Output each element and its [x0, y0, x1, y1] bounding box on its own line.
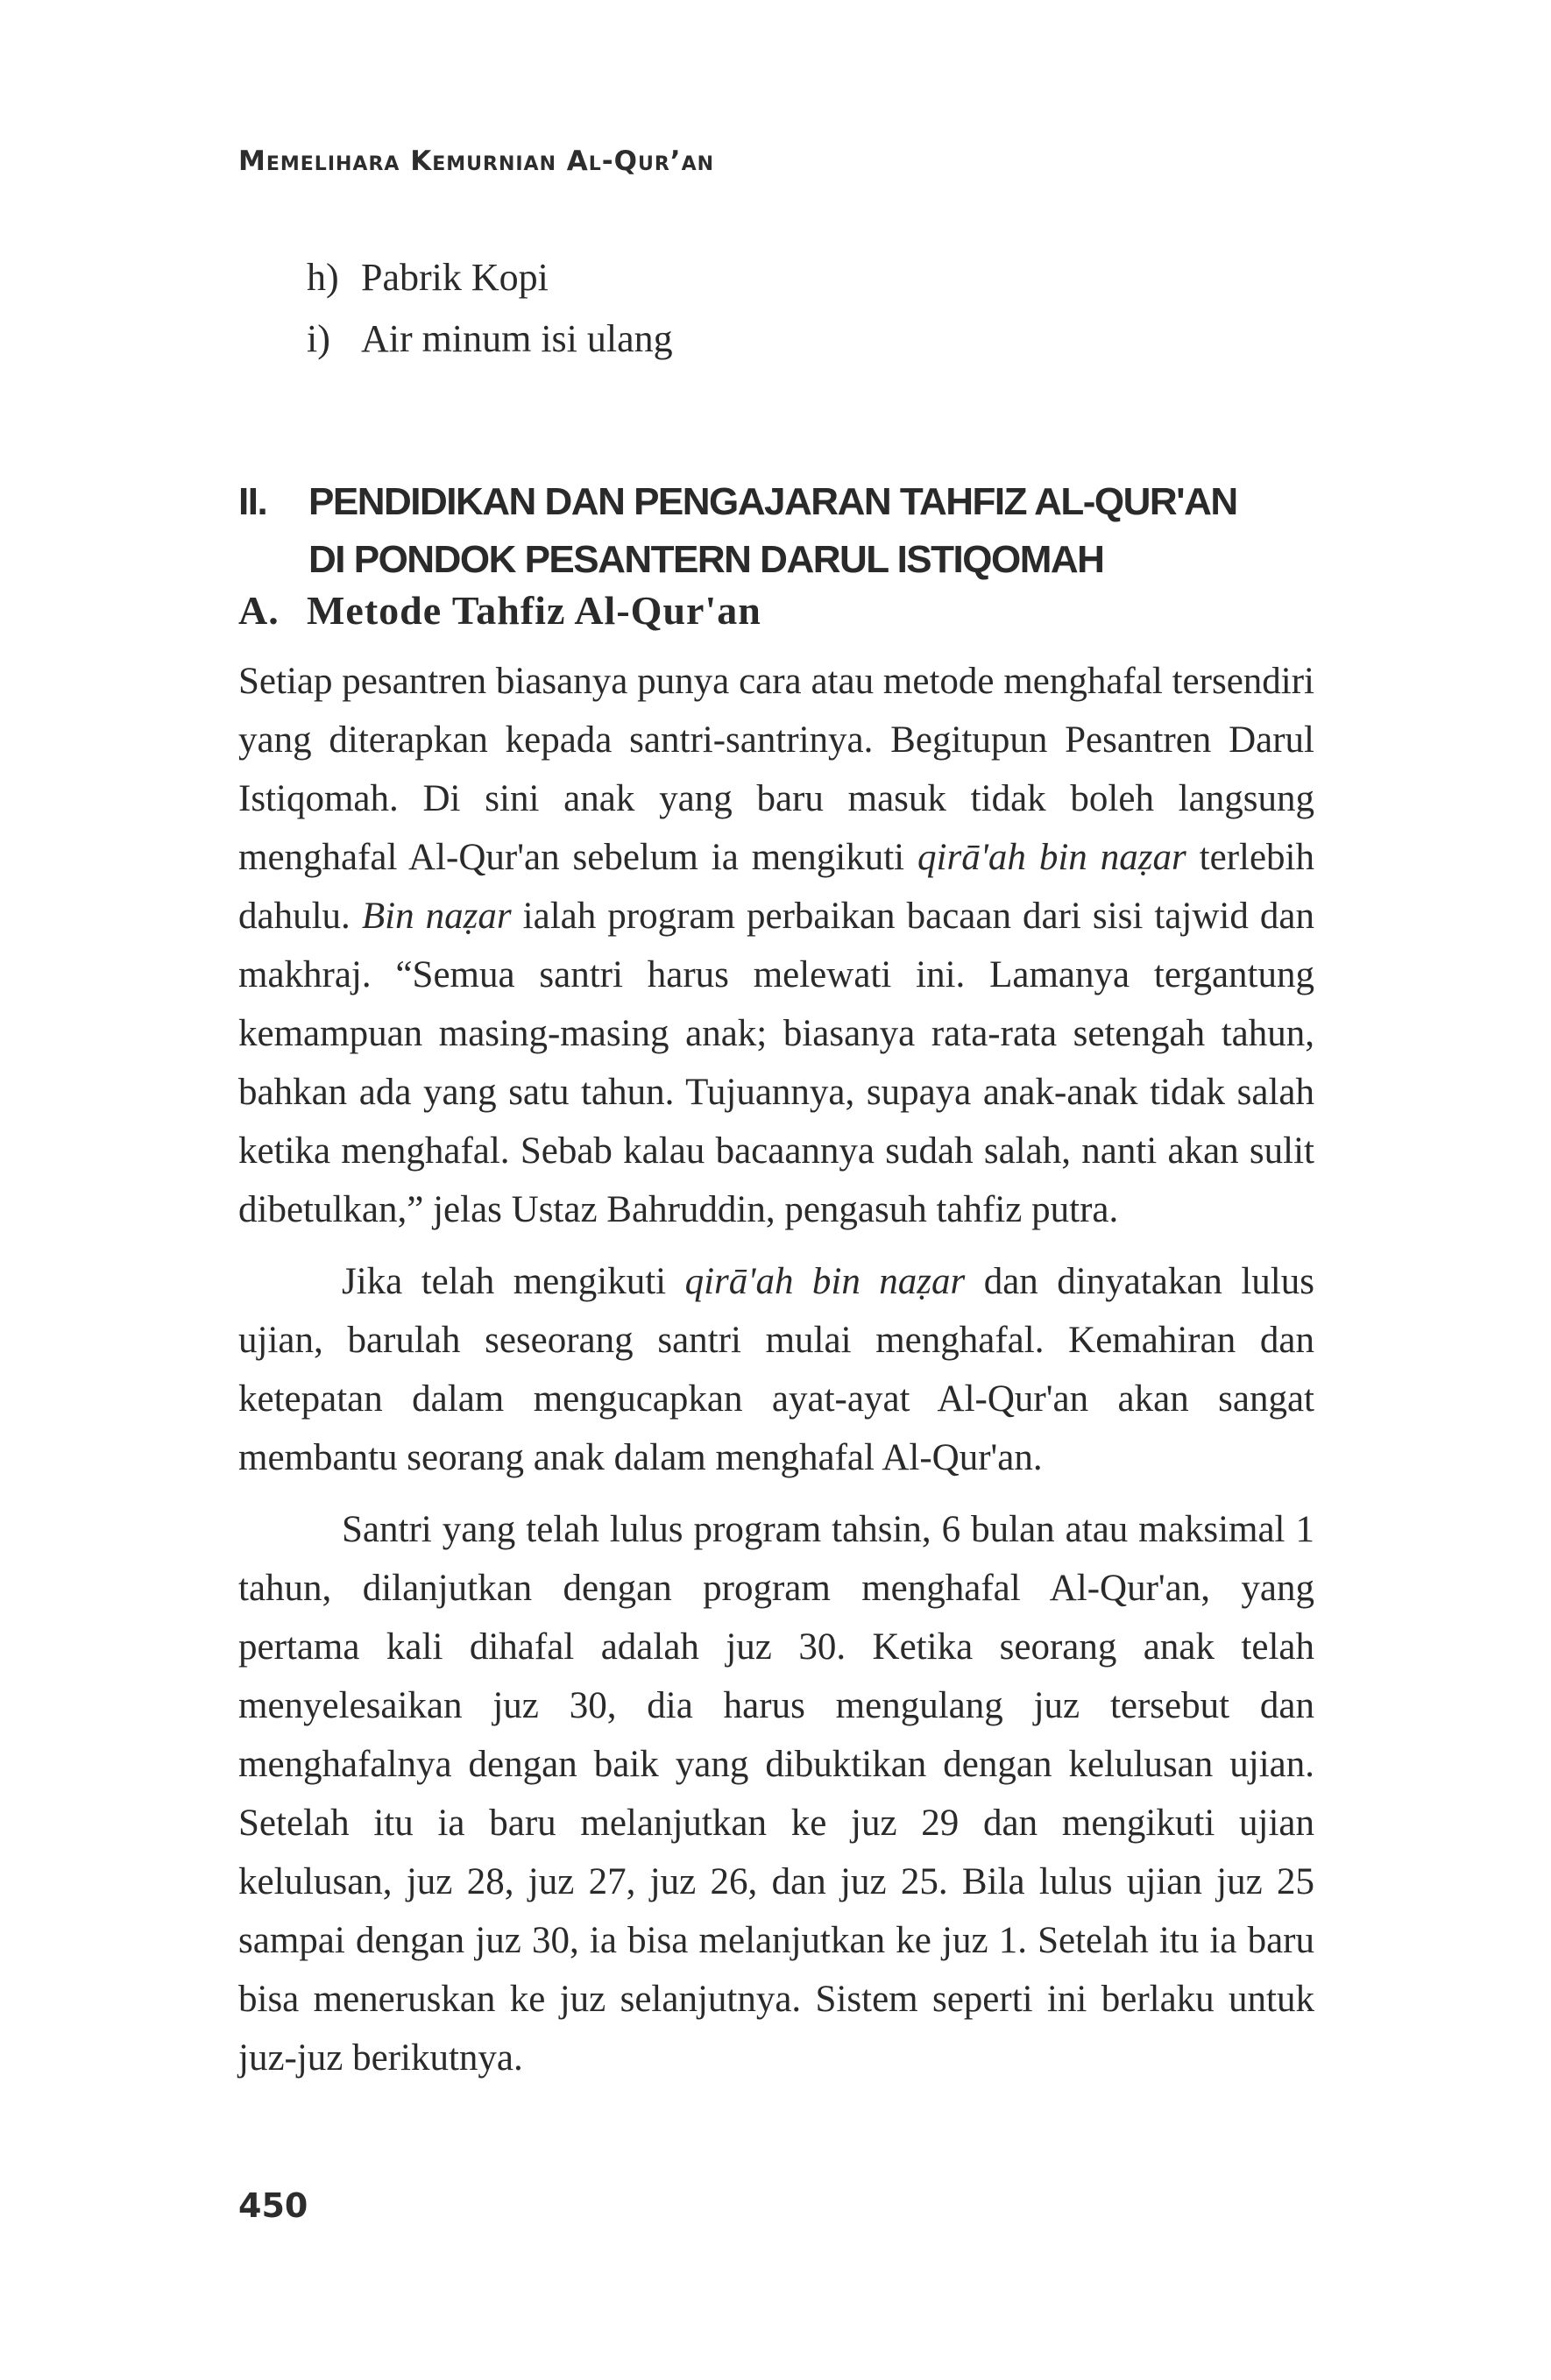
list-marker: h) [307, 256, 339, 299]
section-number: II. [238, 480, 267, 523]
list [307, 247, 673, 370]
paragraph-1 [238, 652, 1314, 1239]
paragraph-2 [238, 1252, 1314, 1487]
subsection-title: Metode Tahfiz Al-Qur'an [307, 588, 761, 633]
text-run: Setiap pesantren biasanya punya cara atau metode menghafal tersendiri yang diterapkan kepada santri-santrinya. Begitupun Pesantren Darul Istiqomah. Di sini anak yang baru masuk tidak boleh langsung menghafal Al-Qur'an sebelum ia mengikuti [238, 661, 1314, 878]
subsection-number: A. [238, 588, 280, 633]
section-title-line-2: DI PONDOK PESANTERN DARUL ISTIQOMAH [308, 538, 1104, 581]
italic-term: qirā'ah bin naẓar [684, 1261, 966, 1302]
italic-term: Bin naẓar [361, 896, 512, 937]
text-run: ialah program perbaikan bacaan dari sisi tajwid dan makhraj. “Semua santri harus melewati ini. Lamanya tergantung kemampuan masing-masing anak; biasanya rata-rata setengah tahun, bahkan ada yang satu tahun. Tujuannya, supaya anak-anak tidak salah ketika menghafal. Sebab kalau bacaannya sudah salah, nanti akan sulit dibetulkan,” jelas Ustaz Bahruddin, pengasuh tahfiz putra. [238, 896, 1314, 1230]
text-run: terlebih dahulu. [238, 837, 1315, 937]
list-item-text: Pabrik Kopi [361, 256, 549, 299]
list-item-text: Air minum isi ulang [361, 317, 673, 360]
text-run: dan dinyatakan lulus ujian, barulah seseorang santri mulai menghafal. Kemahiran dan ketepatan dalam mengucapkan ayat-ayat Al-Qur'an akan sangat membantu seorang anak dalam menghafal Al-Qur'an. [238, 1261, 1314, 1478]
page-number: 450 [238, 2186, 308, 2225]
paragraph-3: Santri yang telah lulus program tahsin, 6 bulan atau maksimal 1 tahun, dilanjutkan dengan program menghafal Al-Qur'an, yang pertama kali dihafal adalah juz 30. Ketika seorang anak telah menyelesaikan juz 30, dia harus mengulang juz tersebut dan menghafalnya dengan baik yang dibuktikan dengan kelulusan ujian. Setelah itu ia baru melanjutkan ke juz 29 dan mengikuti ujian kelulusan, juz 28, juz 27, juz 26, dan juz 25. Bila lulus ujian juz 25 sampai dengan juz 30, ia bisa melanjutkan ke juz 1. Setelah itu ia baru bisa meneruskan ke juz selanjutnya. Sistem seperti ini berlaku untuk juz-juz berikutnya. [238, 1509, 1314, 2079]
text-run: Jika telah mengikuti [342, 1261, 685, 1302]
section-title-line-1: PENDIDIKAN DAN PENGAJARAN TAHFIZ AL-QUR'AN [308, 480, 1237, 523]
running-head: Memelihara Kemurnian Al-Qur’an [238, 145, 715, 177]
subsection-heading [238, 587, 761, 634]
body-text [238, 652, 1314, 2100]
italic-term: qirā'ah bin naẓar [917, 837, 1186, 878]
list-item [307, 308, 673, 370]
section-heading [238, 473, 1316, 589]
list-item [307, 247, 673, 308]
list-marker: i) [307, 317, 330, 360]
